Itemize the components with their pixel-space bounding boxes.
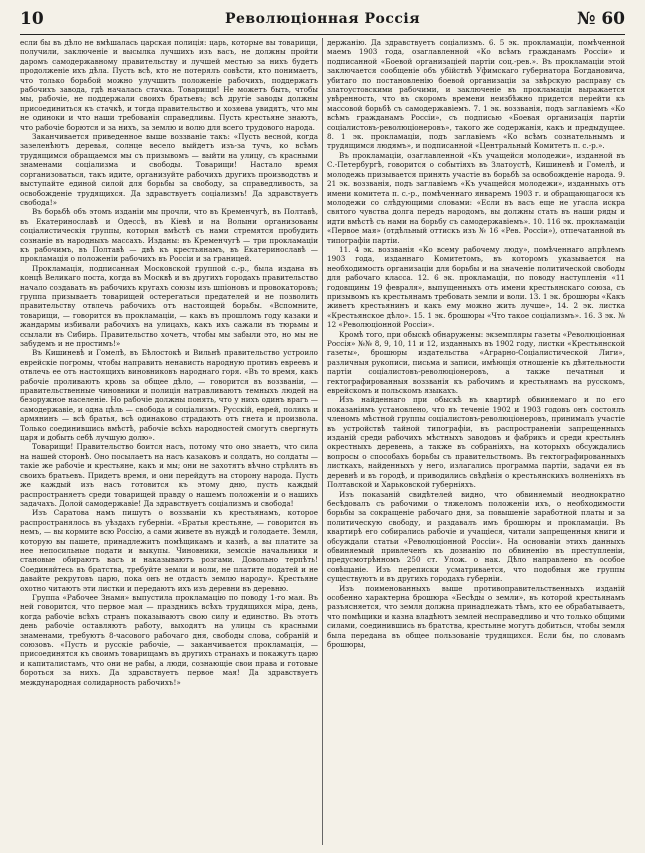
- paragraph: Изъ найденнаго при обыскѣ въ квартирѣ обвиняемаго и по его показаніямъ установлено, что въ теченіе 1902 и 1903 годовъ онъ состоялъ членомъ мѣстной группы соціалистовъ-революціонеровъ, принималъ участіе въ устройствѣ тайной типографіи, въ распространеніи запрещенныхъ изданій среди рабочихъ мѣстныхъ заводовъ и фабрикъ и среди крестьянъ окрестныхъ деревень, а также въ собраніяхъ, на которыхъ обсуждались вопросы о способахъ борьбы съ правительствомъ. Въ гектографированныхъ листкахъ, найденныхъ у него, излагались программа партіи, задачи ея въ деревнѣ и въ городѣ, и приводились свѣдѣнія о крестьянскихъ волненіяхъ въ Полтавской и Харьковской губерніяхъ.: [327, 395, 625, 490]
- column-divider: [322, 38, 323, 845]
- page-header: [20, 8, 625, 35]
- right-column: [327, 38, 625, 845]
- paragraph: держанію. Да здравствуетъ соціализмъ. 6. 5 эк. прокламаціи, помѣченной маемъ 1903 года, озаглавленной «Ко всѣмъ гражданамъ Россіи» и подписанной «Боевой организаціей партіи соц.-рев.». Въ прокламаціи этой заключается сообщеніе объ убійствѣ Уфимскаго губернатора Богдановича, убитаго по постановленію боевой организаціи за звѣрскую расправу съ златоустовскими рабочими, и заключеніе въ прокламаціи выражается увѣренность, что въ скоромъ времени неизбѣжно придется перейти къ массовой борьбѣ съ самодержавіемъ. 7. 1 эк. воззванія, подъ заглавіемъ «Ко всѣмъ гражданамъ Россіи», съ подписью «Боевая организація партіи соціалистовъ-революціонеровъ», такого же содержанія, какъ и предыдущее. 8. 1 эк. прокламаціи, подъ заглавіемъ «Ко всѣмъ сознательнымъ и трудящимся людямъ», и подписанной «Центральный Комитетъ п. с.-р.».: [327, 38, 625, 151]
- paragraph: Въ борьбѣ объ этомъ изданіи мы прочли, что въ Кременчугѣ, въ Полтавѣ, въ Екатеринославѣ и Одессѣ, въ Кіевѣ и на Волыни организованы соціалистическія группы, которыя вмѣстѣ съ нами стремятся пробудить сознаніе въ народныхъ массахъ. Изданы: въ Кременчугѣ — три прокламаціи къ рабочимъ, въ Полтавѣ — двѣ къ крестьянамъ, въ Екатеринославѣ — прокламація о положеніи рабочихъ въ Россіи и за границей.: [20, 207, 318, 264]
- paragraph: Кромѣ того, при обыскѣ обнаружены: экземпляры газеты «Революціонная Россія» №№ 8, 9, 10, 11 и 12, изданныхъ въ 1902 году, листки «Крестьянской газеты», брошюры издательства «Аграрно-Соціалистической Лиги», различныя рукописи, письма и записи, имѣющія отношеніе къ дѣятельности партіи соціалистовъ-революціонеровъ, а также печатныя и гектографированныя воззванія къ рабочимъ и крестьянамъ на русскомъ, еврейскомъ и польскомъ языкахъ.: [327, 329, 625, 396]
- paragraph: Товарищи! Правительство боится насъ, потому что оно знаетъ, что сила на нашей сторонѣ. Оно посылаетъ на насъ казаковъ и солдатъ, но солдаты — такіе же рабочіе и крестьяне, какъ и мы; они не захотятъ вѣчно стрѣлять въ своихъ братьевъ. Придетъ время, и они перейдутъ на сторону народа. Пусть же каждый изъ насъ готовится къ этому дню, пусть каждый распространяетъ среди товарищей правду о нашемъ положеніи и о нашихъ задачахъ. Долой самодержавіе! Да здравствуетъ соціализмъ и свобода!: [20, 442, 318, 508]
- paragraph: Заканчивается приведенное выше воззваніе такъ: «Пусть весной, когда зазеленѣютъ деревья, солнце весело выйдетъ изъ-за тучъ, ко всѣмъ трудящимся обращаемся мы съ призывомъ — выйти на улицу, съ красными знаменами соціализма и свободы. Товарищи! Настало время сорганизоваться, такъ идите, организуйте рабочихъ другихъ производствъ и выступайте единой силой для борьбы за свободу, за справедливость, за освобожденіе трудящихся. Да здравствуетъ соціализмъ! Да здравствуетъ свобода!»: [20, 132, 318, 207]
- paragraph: если бы въ дѣло не вмѣшалась царская полиція: царь, которые вы товарищи, получили, заключеніе и высылка лучшихъ изъ васъ, не должны пройти даромъ самодержавному правительству и лучшей местью за нихъ будетъ продолженіе ихъ дѣла. Пусть всѣ, кто не потерялъ совѣсти, кто понимаетъ, что только борьбой можно улучшить положеніе рабочихъ, поддержатъ рабочихъ завода, гдѣ началась стачка. Товарищи! Не можетъ быть, чтобы мы, рабочіе, не поддержали своихъ братьевъ; всѣ другіе заводы должны присоединиться къ стачкѣ, и тогда правительство и хозяева увидятъ, что мы не одиноки и что наши требованія справедливы. Пусть крестьяне знаютъ, что рабочіе борются и за нихъ, за землю и волю для всего трудового народа.: [20, 38, 318, 132]
- left-column: [20, 38, 318, 845]
- issue-number: № 60: [576, 9, 625, 29]
- newspaper-title: Революціонная Россія: [224, 11, 421, 27]
- paragraph: 11. 4 эк. воззванія «Ко всему рабочему люду», помѣченнаго апрѣлемъ 1903 года, изданнаго Комитетомъ, въ которомъ указывается на необходимость организаціи для борьбы и на значеніе политической свободы для рабочаго класса. 12. 6 эк. прокламаціи, по поводу наступленія «11 годовщины 19 февраля», выпущенныхъ отъ имени крестьянскаго союза, съ призывомъ къ крестьянамъ требовать земли и воли. 13. 1 эк. брошюры «Какъ живетъ крестьянинъ и какъ ему можно жить лучше», 14. 2 эк. листка «Крестьянское дѣло». 15. 1 эк. брошюры «Что такое соціализмъ». 16. 3 эк. № 12 «Революціонной Россіи».: [327, 244, 625, 330]
- paragraph: Изъ показаній свидѣтелей видно, что обвиняемый неоднократно бесѣдовалъ съ рабочими о тяжеломъ положеніи ихъ, о необходимости борьбы за сокращеніе рабочаго дня, за повышеніе заработной платы и за политическую свободу, и раздавалъ имъ брошюры и прокламаціи. Въ квартирѣ его собирались рабочіе и учащіеся, читали запрещенныя книги и обсуждали статьи «Революціонной Россіи». На основаніи этихъ данныхъ обвиняемый привлеченъ къ дознанію по обвиненію въ преступленіи, предусмотрѣнномъ 250 ст. Улож. о нак. Дѣло направлено въ особое совѣщаніе. Изъ переписки усматривается, что подобныя же группы существуютъ и въ другихъ городахъ губерніи.: [327, 489, 625, 584]
- paragraph: Въ прокламаціи, озаглавленной «Къ учащейся молодежи», изданной въ С.-Петербургѣ, говорится о событіяхъ въ Златоустѣ, Кишиневѣ и Гомелѣ, и молодежь призывается принять участіе въ борьбѣ за освобожденіе народа. 9. 21 эк. воззванія, подъ заглавіемъ «Къ учащейся молодежи», изданныхъ отъ имени комитета п. с.-р., помѣченнаго январемъ 1903 г. и обращающагося къ молодежи со слѣдующими словами: «Если въ васъ еще не угасла искра святого чувства долга передъ народомъ, вы должны стать въ наши ряды и идти вмѣстѣ съ нами на борьбу съ самодержавіемъ». 10. 116 эк. прокламаціи «Первое мая» (отдѣльный оттискъ изъ № 16 «Рев. Россіи»), отпечатанной въ типографіи партіи.: [327, 150, 625, 245]
- paragraph: Въ Кишиневѣ и Гомелѣ, въ Бѣлостокѣ и Вильнѣ правительство устроило еврейскіе погромы, чтобы направить ненависть народную противъ евреевъ и отвлечь ее отъ настоящихъ виновниковъ народнаго горя. «Въ то время, какъ рабочіе проливаютъ кровь за общее дѣло, — говорится въ воззваніи, — правительственные чиновники и полиція натравливаютъ темныхъ людей на безоружное населеніе. Но рабочіе должны понять, что у нихъ одинъ врагъ — самодержавіе, и одна цѣль — свобода и соціализмъ. Русскій, еврей, полякъ и армянинъ — всѣ братья, всѣ одинаково страдаютъ отъ гнета и произвола. Только соединившись вмѣстѣ, рабочіе всѣхъ народностей смогутъ свергнуть царя и добыть себѣ лучшую долю».: [20, 348, 318, 443]
- paragraph: Изъ поименованныхъ выше противоправительственныхъ изданій особенно характерна брошюра «Бесѣды о земли», въ которой крестьянамъ разъясняется, что земля должна принадлежать тѣмъ, кто ее обрабатываетъ, что помѣщики и казна владѣютъ землей несправедливо и что только общими силами, соединившись въ братства, крестьяне могутъ добиться, чтобы земля была передана въ общее пользованіе трудящихся. Если бы, по словамъ брошюры,: [327, 583, 625, 649]
- paragraph: Изъ Саратова намъ пишутъ о воззваніи къ крестьянамъ, которое распространялось въ уѣздахъ губерніи. «Братья крестьяне, — говорится въ немъ, — вы кормите всю Россію, а сами живете въ нуждѣ и голодаете. Земля, которую вы пашете, принадлежитъ помѣщикамъ и казнѣ, а вы платите за нее непосильные подати и выкупы. Чиновники, земскіе начальники и становые обираютъ васъ и наказываютъ розгами. Довольно терпѣть! Соединяйтесь въ братства, требуйте земли и воли, не платите податей и не давайте рекрутовъ царю, пока онъ не отдастъ землю народу». Крестьяне охотно читаютъ эти листки и передаютъ ихъ изъ деревни въ деревню.: [20, 508, 318, 593]
- page-number: 10: [20, 9, 44, 29]
- paragraph: Группа «Рабочее Знамя» выпустила прокламацію по поводу 1-го мая. Въ ней говорится, что первое мая — праздникъ всѣхъ трудящихся міра, день, когда рабочіе всѣхъ странъ показываютъ свою силу и единство. Въ этотъ день рабочіе оставляютъ работу, выходятъ на улицы съ красными знаменами, требуютъ 8-часового рабочаго дня, свободы слова, собраній и союзовъ. «Пусть и русскіе рабочіе, — заканчивается прокламація, — присоединятся къ своимъ товарищамъ въ другихъ странахъ и покажутъ царю и капиталистамъ, что они не рабы, а люди, сознающіе свои права и готовые бороться за нихъ. Да здравствуетъ первое мая! Да здравствуетъ международная солидарность рабочихъ!»: [20, 592, 318, 687]
- paragraph: Прокламація, подписанная Московской группой с.-р., была издана въ концѣ Великаго поста, когда въ Москвѣ и въ другихъ городахъ правительство начало создавать въ рабочихъ кругахъ союзы изъ шпіоновъ и провокаторовъ; группа призываетъ товарищей остерегаться предателей и не позволить правительству отвлечь рабочихъ отъ настоящей борьбы. «Вспомните, товарищи, — говорится въ прокламаціи, — какъ въ прошломъ году казаки и жандармы избивали рабочихъ на улицахъ, какъ ихъ сажали въ тюрьмы и ссылали въ Сибирь. Правительство хочетъ, чтобы мы забыли это, но мы не забудемъ и не простимъ!»: [20, 263, 318, 348]
